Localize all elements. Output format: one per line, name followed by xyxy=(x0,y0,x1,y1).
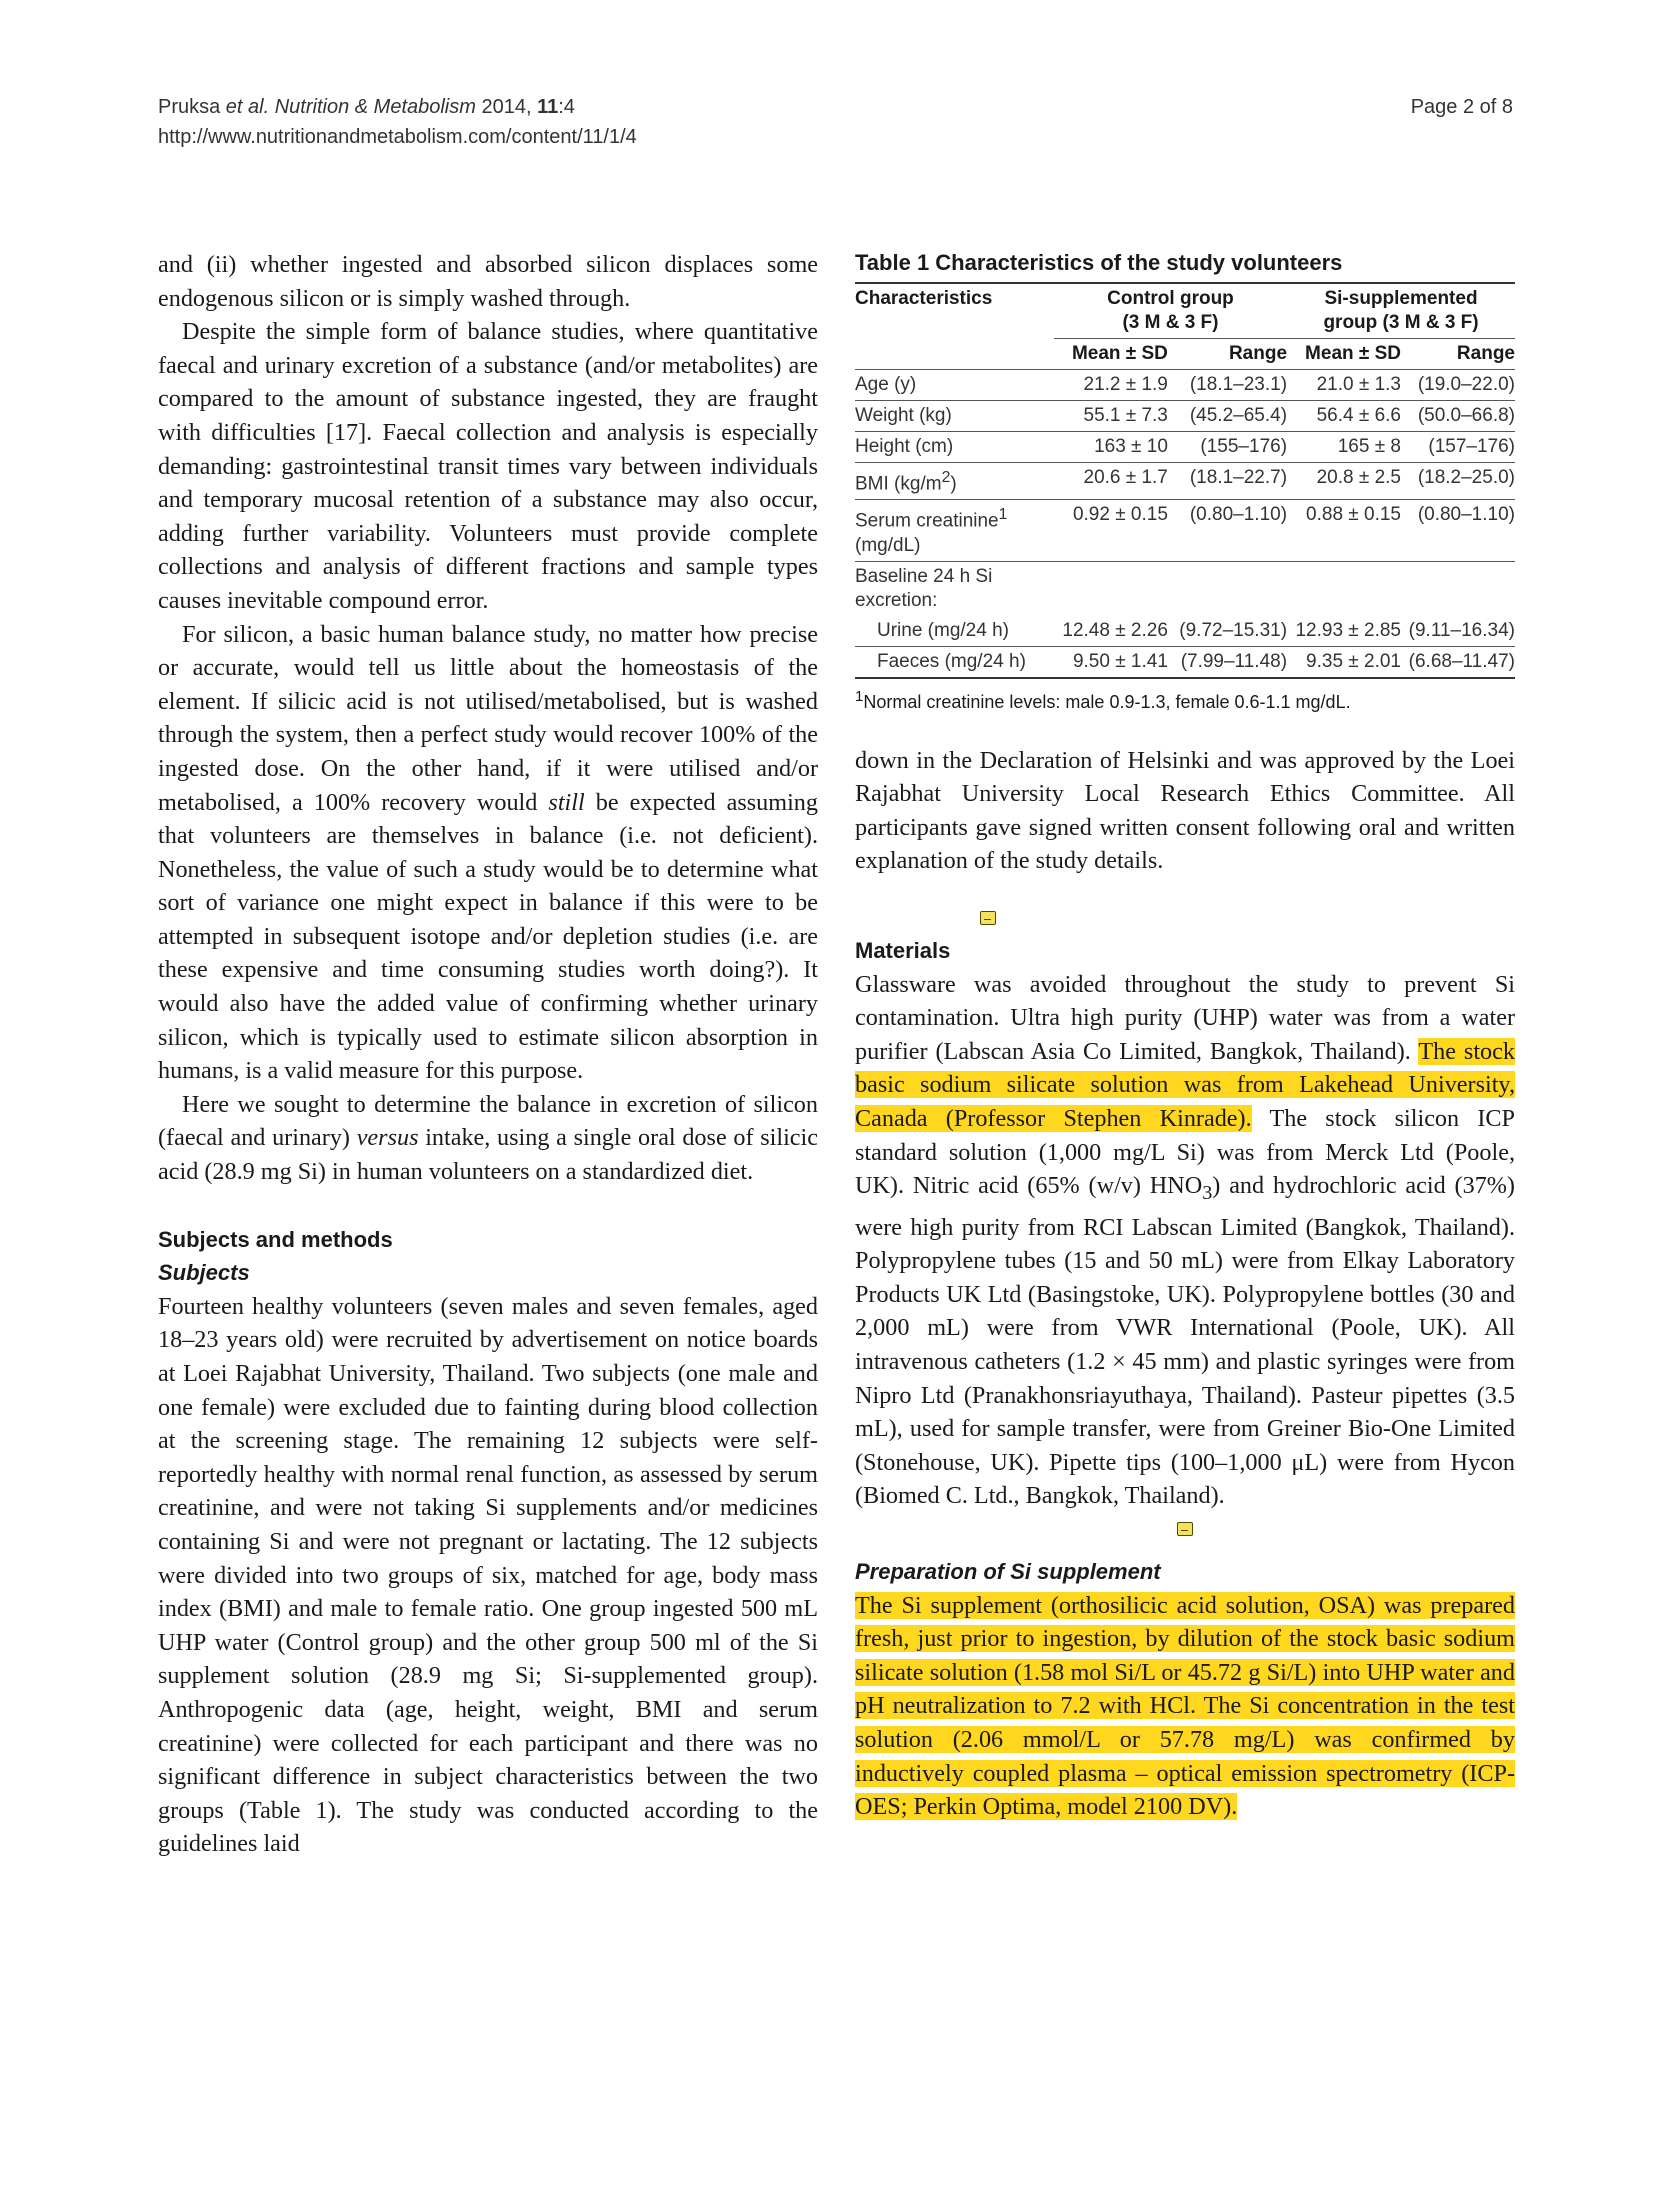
table-row: Weight (kg) 55.1 ± 7.3 (45.2–65.4) 56.4 ± 6.6 (50.0–66.8) xyxy=(855,401,1515,432)
citation-line: Pruksa et al. Nutrition & Metabolism 2014, 11:4 xyxy=(158,96,575,118)
paragraph xyxy=(855,1589,1515,1824)
note-icon[interactable] xyxy=(980,911,996,925)
table-row: Serum creatinine$^1$ (mg/dL) 0.92 ± 0.15 (0.80–1.10) 0.88 ± 0.15 (0.80–1.10) xyxy=(855,500,1515,561)
table-row: BMI $(kg/m^2)$ 20.6 ± 1.7 (18.1–22.7) 20.8 ± 2.5 (18.2–25.0) xyxy=(855,463,1515,500)
table-subheader: Mean ± SD xyxy=(1287,339,1401,370)
article-url[interactable]: http://www.nutritionandmetabolism.com/content/11/1/4 xyxy=(158,126,637,148)
running-header xyxy=(158,92,637,152)
table-subheader: Range xyxy=(1401,339,1515,370)
note-icon[interactable] xyxy=(1177,1522,1193,1536)
annotation-note[interactable] xyxy=(855,1519,1515,1545)
table-row: Age (y) 21.2 ± 1.9 (18.1–23.1) 21.0 ± 1.3 (19.0–22.0) xyxy=(855,370,1515,401)
paragraph: Glassware was avoided throughout the study to prevent Si contamination. Ultra high purity (UHP) water was from a water purifier (Labscan Asia Co Limited, Bangkok, Thailand). The stock basic sodium silicate solution was from Lakehead University, Canada (Professor Stephen Kinrade). The stock silicon ICP standard solution (1,000 mg/L Si) was from Merck Ltd (Poole, UK). Nitric acid (65% (w/v) $HNO_3$) and hydrochloric acid (37%) were high purity from RCI Labscan Limited (Bangkok, Thailand). Polypropylene tubes (15 and 50 mL) were from Elkay Laboratory Products UK Ltd (Basingstoke, UK). Polypropylene bottles (30 and 2,000 mL) were from VWR International (Poole, UK). All intravenous catheters (1.2 × 45 mm) and plastic syringes were from Nipro Ltd (Pranakhonsriayuthaya, Thailand). Pasteur pipettes (3.5 mL), used for sample transfer, were from Greiner Bio-One Limited (Stonehouse, UK). Pipette tips (100–1,000 μL) were from Hycon (Biomed C. Ltd., Bangkok, Thailand). xyxy=(855,970,1516,1510)
table-subheader: Mean ± SD xyxy=(1054,339,1168,370)
right-column xyxy=(855,248,1515,1824)
subsection-heading: Preparation of Si supplement xyxy=(855,1558,1161,1584)
section-heading: Materials xyxy=(855,938,951,964)
annotation-note[interactable] xyxy=(855,908,1515,934)
subsection-heading: Subjects xyxy=(158,1260,250,1286)
page-number: Page 2 of 8 xyxy=(1410,96,1513,118)
left-column xyxy=(158,248,818,1861)
table-header: Control group (3 M & 3 F) xyxy=(1107,288,1234,333)
highlighted-text[interactable]: The Si supplement (orthosilicic acid solution, OSA) was prepared fresh, just prior to ingestion, by dilution of the stock basic sodium silicate solution (1.58 mol Si/L or 45.72 g Si/L) into UHP water and pH neutralization to 7.2 with HCl. The Si concentration in the test solution (2.06 mmol/L or 57.78 mg/L) was confirmed by inductively coupled plasma – optical emission spectrometry (ICP-OES; Perkin Optima, model 2100 DV). xyxy=(855,1591,1515,1821)
paragraph: Fourteen healthy volunteers (seven males and seven females, aged 18–23 years old) were recruited by advertisement on notice boards at Loei Rajabhat University, Thailand. Two subjects (one male and one female) were excluded due to fainting during blood collection at the screening stage. The remaining 12 subjects were self-reportedly healthy with normal renal function, as assessed by serum creatinine, and were not taking Si supplements and/or medicines containing Si and were not pregnant or lactating. The 12 subjects were divided into two groups of six, matched for age, body mass index (BMI) and male to female ratio. One group ingested 500 mL UHP water (Control group) and the other group 500 ml of the Si supplement solution (28.9 mg Si; Si-supplemented group). Anthropogenic data (age, height, weight, BMI and serum creatinine) were collected for each participant and there was no significant difference in subject characteristics between the two groups (Table 1). The study was conducted according to the guidelines laid xyxy=(158,1292,818,1858)
characteristics-table xyxy=(855,282,1515,679)
paragraph: For silicon, a basic human balance study, no matter how precise or accurate, would tell us little about the homeostasis of the element. If silicic acid is not utilised/metabolised, but is washed through the system, then a perfect study would recover 100% of the ingested dose. On the other hand, if it were utilised and/or metabolised, a 100% recovery would still be expected assuming that volunteers are themselves in balance (i.e. not deficient). Nonetheless, the value of such a study would be to determine what sort of variance one might expect in balance if this were to be attempted in subsequent isotope and/or depletion studies (i.e. are these expensive and time consuming studies worth doing?). It would also have the added value of confirming whether urinary silicon, which is typically used to estimate silicon absorption in humans, is a valid measure for this purpose. xyxy=(158,620,818,1085)
table-title: Table 1 Characteristics of the study volunteers xyxy=(855,250,1343,275)
paragraph: and (ii) whether ingested and absorbed silicon displaces some endogenous silicon or is simply washed through. xyxy=(158,251,818,312)
highlighted-text[interactable]: The stock basic sodium silicate solution was from Lakehead University, Canada (Professor Stephen Kinrade). xyxy=(855,1037,1515,1132)
table-subheader: Range xyxy=(1168,339,1287,370)
table-footnote: $^1$Normal creatinine levels: male 0.9-1.3, female 0.6-1.1 mg/dL. xyxy=(855,687,1351,712)
table-header: Characteristics xyxy=(855,288,993,309)
paragraph: Despite the simple form of balance studies, where quantitative faecal and urinary excretion of a substance (and/or metabolites) are compared to the amount of substance ingested, they are fraught with difficulties [17]. Faecal collection and analysis is especially demanding: gastrointestinal transit times vary between individuals and temporary mucosal retention of a substance may also occur, adding further variability. Volunteers must provide complete collections and analysis of different fractions and sample types causes inevitable compound error. xyxy=(158,318,818,614)
table-row: Baseline 24 h Si excretion: xyxy=(855,565,993,611)
paragraph: down in the Declaration of Helsinki and was approved by the Loei Rajabhat University Local Research Ethics Committee. All participants gave signed written consent following oral and written explanation of the study details. xyxy=(855,746,1515,875)
paragraph: Here we sought to determine the balance in excretion of silicon (faecal and urinary) versus intake, using a single oral dose of silicic acid (28.9 mg Si) in human volunteers on a standardized diet. xyxy=(158,1090,818,1186)
table-row: Faeces (mg/24 h) 9.50 ± 1.41 (7.99–11.48) 9.35 ± 2.01 (6.68–11.47) xyxy=(855,646,1515,678)
section-heading: Subjects and methods xyxy=(158,1226,393,1252)
table-row: Height (cm) 163 ± 10 (155–176) 165 ± 8 (157–176) xyxy=(855,432,1515,463)
table-row: Urine (mg/24 h) 12.48 ± 2.26 (9.72–15.31) 12.93 ± 2.85 (9.11–16.34) xyxy=(855,616,1515,647)
table-header: Si-supplemented group (3 M & 3 F) xyxy=(1323,288,1479,333)
